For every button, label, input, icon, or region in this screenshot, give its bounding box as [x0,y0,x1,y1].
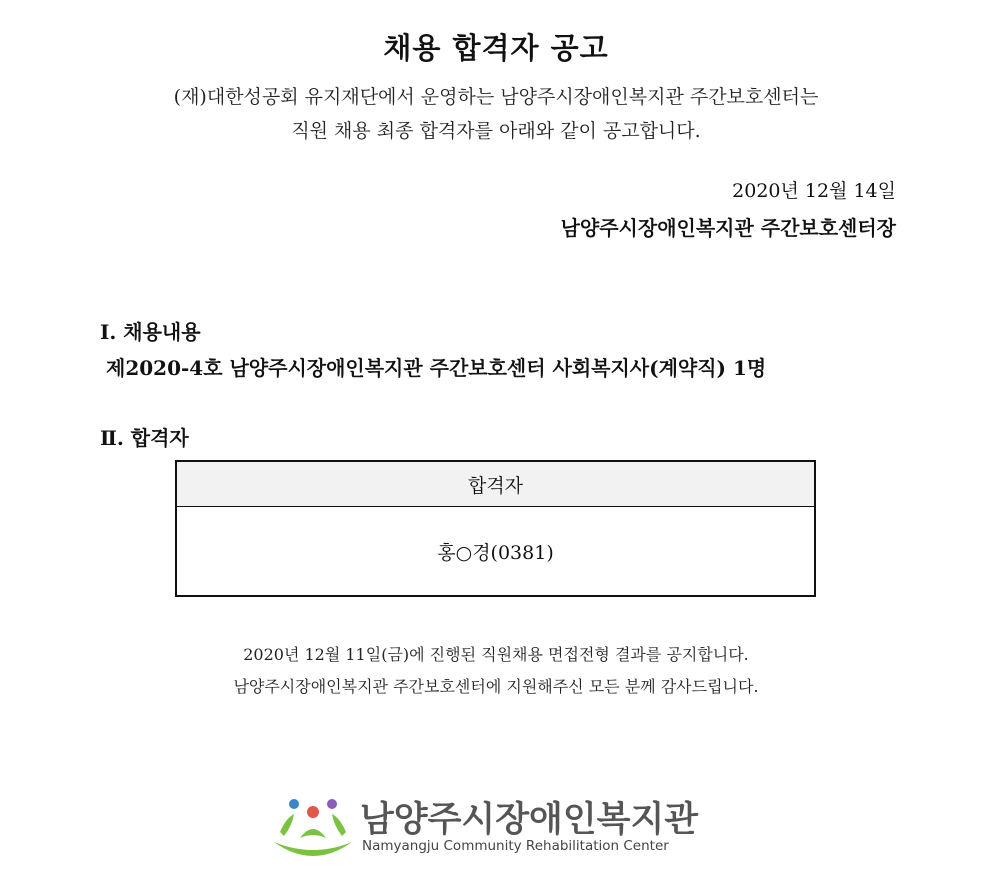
logo-emblem-icon [270,792,356,862]
logo-figure-left-arm [280,814,294,836]
center-logo [270,792,699,862]
intro-line-2: 직원 채용 최종 합격자를 아래와 같이 공고합니다. [291,120,701,142]
section-1-heading: Ⅰ. 채용내용 [100,320,201,344]
result-table [175,460,816,597]
logo-figure-red-head [307,806,319,818]
page-title: 채용 합격자 공고 [383,31,609,65]
logo-name-english: Namyangju Community Rehabilitation Center [362,838,669,854]
result-table-header-row [176,461,815,507]
logo-swoosh-shape [274,842,352,856]
logo-figure-right-arm [332,814,346,836]
result-table-row [176,507,815,597]
logo-figure-purple-head [327,799,337,809]
section-1-body: 제2020-4호 남양주시장애인복지관 주간보호센터 사회복지사(계약직) 1명 [106,356,767,380]
logo-figure-blue-head [289,799,299,809]
logo-figure-center-body [300,829,326,838]
notice-line-2: 남양주시장애인복지관 주간보호센터에 지원해주신 모든 분께 감사드립니다. [233,677,759,696]
section-2-heading: Ⅱ. 합격자 [100,426,189,450]
result-table-cell: 홍○경(0381) [437,541,554,564]
logo-name-korean: 남양주시장애인복지관 [360,800,699,840]
announcement-date: 2020년 12월 14일 [732,180,896,202]
signer-name: 남양주시장애인복지관 주간보호센터장 [560,216,896,240]
result-table-header: 합격자 [176,461,815,507]
intro-line-1: (재)대한성공회 유지재단에서 운영하는 남양주시장애인복지관 주간보호센터는 [173,86,819,108]
notice-line-1: 2020년 12월 11일(금)에 진행된 직원채용 면접전형 결과를 공지합니다. [243,645,749,664]
